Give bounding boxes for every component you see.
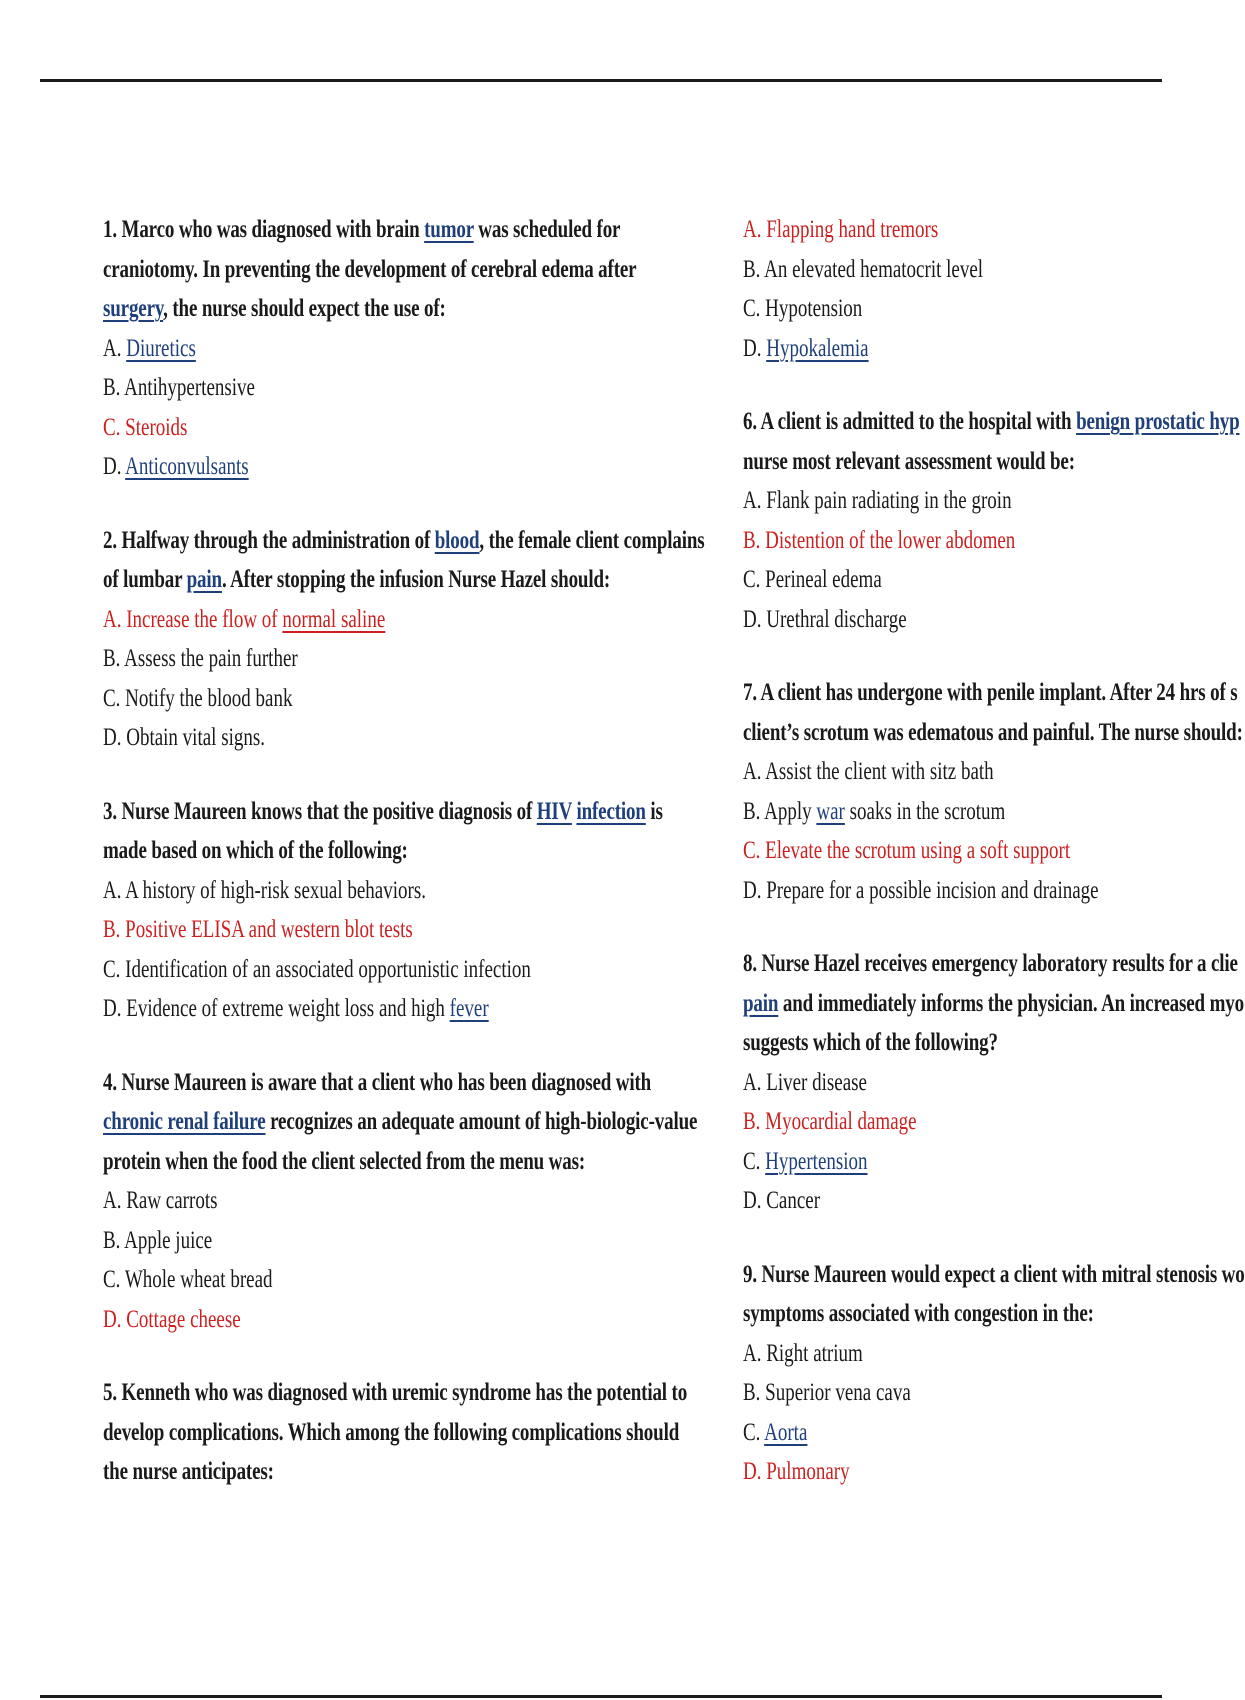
option-a: A. Raw carrots: [103, 1187, 218, 1214]
option-a-correct: A. Increase the flow of normal saline: [103, 605, 386, 633]
link-pain[interactable]: pain: [743, 989, 779, 1017]
link-blood[interactable]: blood: [434, 526, 480, 554]
option-b-correct: B. Myocardial damage: [743, 1108, 917, 1135]
option-b: B. Apply war soaks in the scrotum: [743, 797, 1006, 825]
link-normal-saline[interactable]: normal saline: [282, 605, 386, 633]
question-stem-line-2: symptoms associated with congestion in the:: [743, 1300, 1094, 1327]
option-b: B. Assess the pain further: [103, 645, 298, 672]
question-stem: 2. Halfway through the administration of blood, the female client complains of lumbar pain. After stopping the infusion Nurse Hazel should:: [103, 526, 705, 593]
question-9: [743, 1255, 1245, 1492]
question-3: [103, 792, 703, 1029]
question-stem-line-3: suggests which of the following?: [743, 1029, 998, 1056]
option-c: C. Hypertension: [743, 1147, 868, 1175]
link-hypokalemia[interactable]: Hypokalemia: [766, 334, 869, 362]
link-chronic-renal-failure[interactable]: chronic renal failure: [103, 1108, 266, 1135]
option-d: D. Urethral discharge: [743, 605, 907, 633]
link-anticonvulsants[interactable]: Anticonvulsants: [125, 453, 249, 480]
question-stem: 8. Nurse Hazel receives emergency laboratory results for a clie: [743, 950, 1238, 977]
option-a-correct: A. Flapping hand tremors: [743, 216, 939, 243]
link-fever[interactable]: fever: [449, 995, 489, 1022]
question-8: [743, 944, 1244, 1221]
header-rule: [40, 79, 1162, 82]
link-benign-prostatic-hyp[interactable]: benign prostatic hyp: [1076, 408, 1240, 435]
question-5: [103, 1373, 703, 1492]
question-stem-line-2: nurse most relevant assessment would be:: [743, 447, 1075, 475]
option-a: A. Flank pain radiating in the groin: [743, 487, 1012, 514]
question-1: [103, 210, 703, 487]
link-hiv[interactable]: HIV: [536, 797, 572, 825]
link-surgery[interactable]: surgery: [103, 295, 164, 322]
link-infection[interactable]: infection: [576, 797, 646, 825]
option-d: D. Cancer: [743, 1187, 821, 1214]
question-stem: 1. Marco who was diagnosed with brain tumor was scheduled for craniotomy. In preventing the development of cerebral edema after surgery, the nurse should expect the use of:: [103, 216, 637, 322]
option-b: B. Superior vena cava: [743, 1379, 911, 1406]
option-c: C. Notify the blood bank: [103, 684, 293, 712]
question-7: [743, 673, 1243, 910]
question-stem: 3. Nurse Maureen knows that the positive diagnosis of HIV infection is made based on which of the following:: [103, 797, 663, 864]
option-d: D. Obtain vital signs.: [103, 724, 266, 751]
option-c: C. Identification of an associated opportunistic infection: [103, 955, 531, 983]
option-c-correct: C. Steroids: [103, 413, 188, 441]
question-stem-line-2: pain and immediately informs the physician. An increased myo: [743, 989, 1244, 1017]
question-6: [743, 402, 1240, 639]
option-a: A. Assist the client with sitz bath: [743, 758, 994, 785]
option-b: B. Antihypertensive: [103, 374, 255, 401]
option-a: A. A history of high-risk sexual behaviors.: [103, 876, 426, 904]
option-a: A. Diuretics: [103, 334, 196, 362]
question-5-options: [743, 210, 1213, 368]
option-c: C. Hypotension: [743, 295, 863, 322]
option-a: A. Right atrium: [743, 1339, 863, 1367]
option-d: D. Anticonvulsants: [103, 453, 249, 480]
question-stem-line-2: client’s scrotum was edematous and painful. The nurse should:: [743, 718, 1243, 746]
option-a: A. Liver disease: [743, 1068, 867, 1096]
option-d: D. Evidence of extreme weight loss and high fever: [103, 995, 489, 1022]
option-c: C. Whole wheat bread: [103, 1266, 273, 1293]
option-b: B. An elevated hematocrit level: [743, 255, 984, 283]
link-hypertension[interactable]: Hypertension: [765, 1147, 868, 1175]
link-diuretics[interactable]: Diuretics: [126, 334, 196, 362]
question-stem: 5. Kenneth who was diagnosed with uremic syndrome has the potential to develop complications. Which among the following complications should the nurse anticipates:: [103, 1379, 688, 1485]
option-c: C. Aorta: [743, 1418, 808, 1446]
question-stem: 4. Nurse Maureen is aware that a client who has been diagnosed with chronic renal failure recognizes an adequate amount of high-biologic-value protein when the food the client selected from the menu was:: [103, 1068, 698, 1175]
question-4: [103, 1063, 703, 1340]
question-stem: 6. A client is admitted to the hospital with benign prostatic hyp: [743, 408, 1240, 435]
footer-rule: [40, 1695, 1162, 1698]
right-column: [743, 210, 1245, 1526]
option-d-correct: D. Cottage cheese: [103, 1305, 241, 1333]
link-aorta[interactable]: Aorta: [764, 1418, 808, 1446]
link-tumor[interactable]: tumor: [424, 216, 474, 243]
option-b-correct: B. Positive ELISA and western blot tests: [103, 916, 413, 943]
question-stem: 7. A client has undergone with penile implant. After 24 hrs of s: [743, 679, 1238, 706]
question-stem: 9. Nurse Maureen would expect a client with mitral stenosis wo: [743, 1260, 1245, 1288]
option-d-correct: D. Pulmonary: [743, 1458, 850, 1485]
option-c: C. Perineal edema: [743, 566, 882, 593]
left-column: [103, 210, 703, 1526]
option-d: D. Hypokalemia: [743, 334, 869, 362]
option-b-correct: B. Distention of the lower abdomen: [743, 526, 1016, 554]
option-d: D. Prepare for a possible incision and drainage: [743, 876, 1099, 904]
link-war[interactable]: war: [816, 797, 845, 825]
option-c-correct: C. Elevate the scrotum using a soft support: [743, 837, 1071, 864]
link-pain[interactable]: pain: [186, 566, 222, 593]
option-b: B. Apple juice: [103, 1226, 213, 1254]
question-2: [103, 521, 703, 758]
